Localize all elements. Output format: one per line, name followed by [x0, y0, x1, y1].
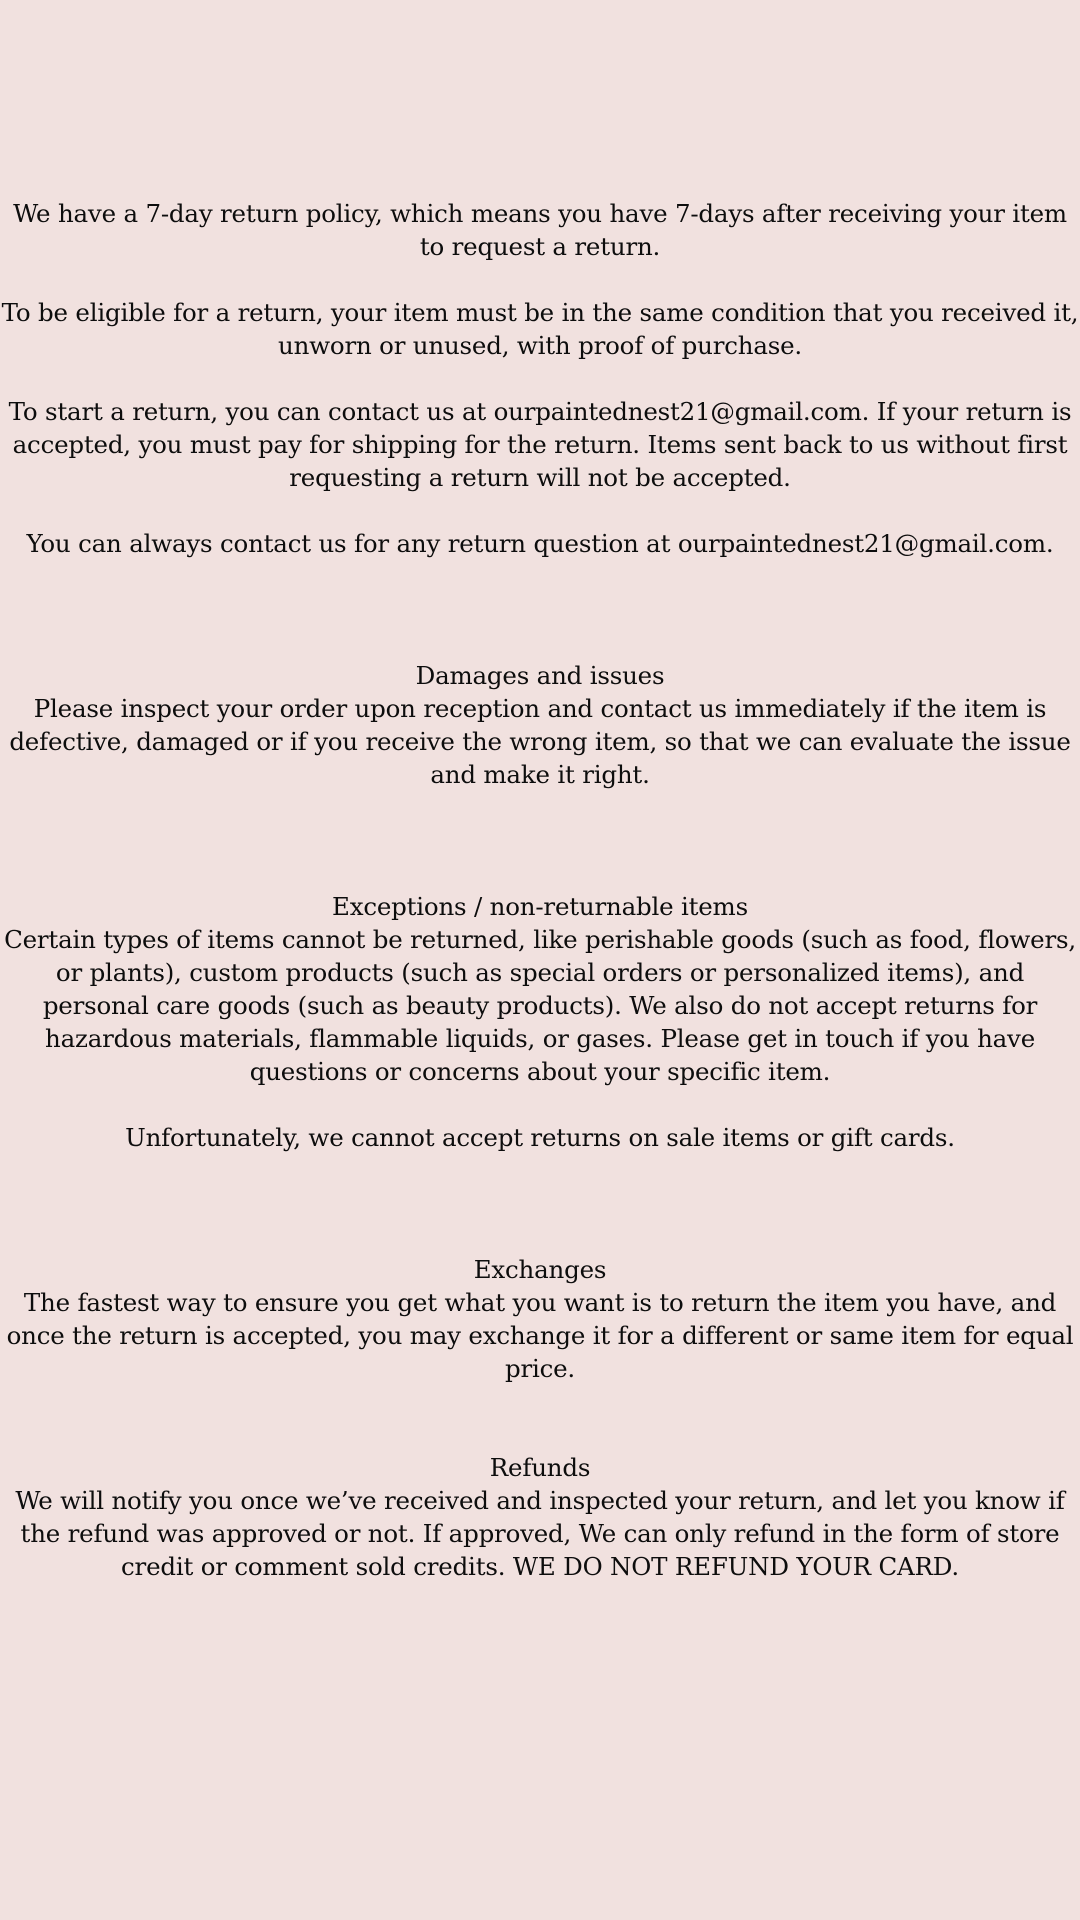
eligibility-paragraph: To be eligible for a return, your item must be in the same condition that you received it, unworn or unused, with proof of purchase. [1, 298, 1079, 360]
contact-paragraph: You can always contact us for any return question at ourpaintednest21@gmail.com. [26, 529, 1054, 558]
refunds-section [0, 1451, 1080, 1583]
exceptions-note: Unfortunately, we cannot accept returns on sale items or gift cards. [125, 1123, 955, 1152]
return-window-paragraph: We have a 7-day return policy, which means you have 7-days after receiving your item to request a return. [13, 199, 1067, 261]
start-return-paragraph: To start a return, you can contact us at ourpaintednest21@gmail.com. If your return is accepted, you must pay for shipping for the return. Items sent back to us without first requesting a return will not be accepted. [8, 397, 1072, 492]
exceptions-heading: Exceptions / non-returnable items [332, 892, 748, 921]
damages-heading: Damages and issues [415, 661, 665, 690]
damages-body: Please inspect your order upon reception and contact us immediately if the item is defective, damaged or if you receive the wrong item, so that we can evaluate the issue and make it right. [9, 694, 1071, 789]
exceptions-body: Certain types of items cannot be returned, like perishable goods (such as food, flowers, or plants), custom products (such as special orders or personalized items), and personal care goods (such as beauty products). We also do not accept returns for hazardous materials, flammable liquids, or gases. Please get in touch if you have questions or concerns about your specific item. [4, 925, 1076, 1086]
return-policy-section [0, 197, 1080, 560]
exchanges-body: The fastest way to ensure you get what you want is to return the item you have, and once the return is accepted, you may exchange it for a different or same item for equal price. [6, 1288, 1074, 1383]
damages-section [0, 659, 1080, 791]
exchanges-section [0, 1253, 1080, 1385]
refunds-body: We will notify you once we’ve received and inspected your return, and let you know if the refund was approved or not. If approved, We can only refund in the form of store credit or comment sold credits. WE DO NOT REFUND YOUR CARD. [15, 1486, 1065, 1581]
refunds-heading: Refunds [489, 1453, 591, 1482]
exceptions-section [0, 890, 1080, 1154]
exchanges-heading: Exchanges [473, 1255, 607, 1284]
